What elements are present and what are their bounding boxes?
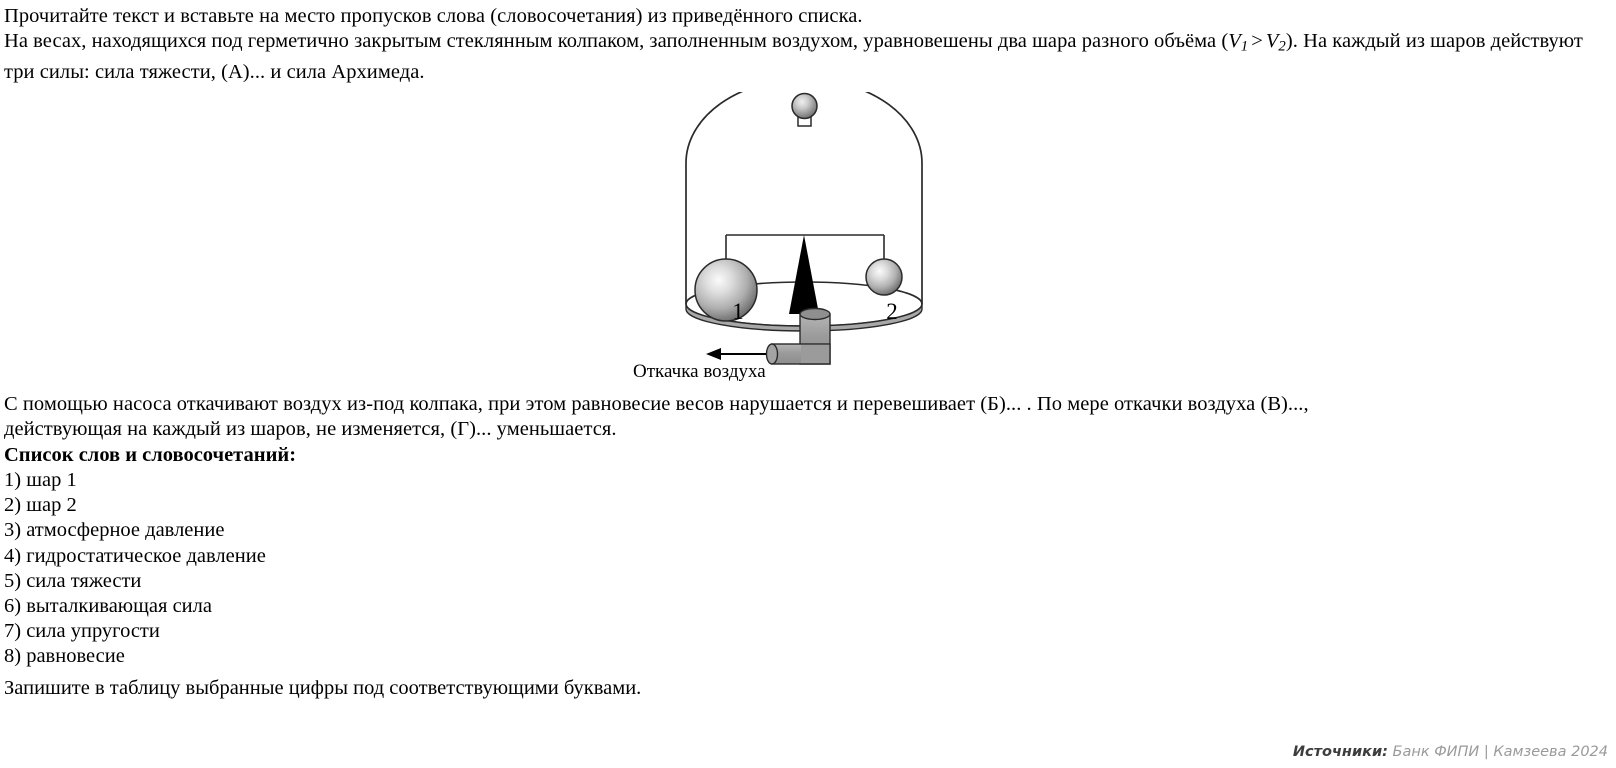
jar-knob-icon bbox=[792, 94, 817, 119]
air-flow-arrow-icon bbox=[706, 348, 766, 360]
source-label: Источники: bbox=[1292, 744, 1388, 760]
after-line-1: С помощью насоса откачивают воздух из-под колпака, при этом равновесие весов нарушается и перевешивает (Б)... . По мере откачки воздуха (В)..., bbox=[4, 393, 1309, 415]
intro-line-1: Прочитайте текст и вставьте на место пропусков слова (словосочетания) из приведённого списка. bbox=[4, 5, 863, 27]
list-item: 3) атмосферное давление bbox=[4, 519, 225, 542]
figure-caption: Откачка воздуха bbox=[633, 361, 766, 382]
closing-instruction: Запишите в таблицу выбранные цифры под соответствующими буквами. bbox=[4, 677, 642, 699]
sphere-2 bbox=[866, 259, 902, 295]
sphere-1 bbox=[695, 259, 757, 321]
math-v1-subscript: 1 bbox=[1240, 38, 1249, 55]
list-item: 8) равновесие bbox=[4, 645, 125, 668]
word-list bbox=[4, 468, 266, 670]
intro-line-2-part-1: На весах, находящихся под герметично закрытым стеклянным колпаком, заполненным воздухом, уравновешены два шара разного объёма ( bbox=[4, 30, 1229, 52]
list-item: 7) сила упругости bbox=[4, 620, 160, 643]
math-v2-subscript: 2 bbox=[1278, 38, 1286, 55]
list-item: 4) гидростатическое давление bbox=[4, 544, 266, 567]
word-list-heading: Список слов и словосочетаний: bbox=[4, 444, 297, 466]
list-item: 1) шар 1 bbox=[4, 469, 77, 491]
sphere-1-label: 1 bbox=[732, 299, 744, 324]
source-value: Банк ФИПИ | Камзеева 2024 bbox=[1392, 744, 1608, 760]
after-figure-paragraph bbox=[4, 392, 1612, 442]
source-footer bbox=[1293, 744, 1608, 760]
bell-jar-balance-figure bbox=[620, 92, 980, 392]
math-variable-v2: $V_2$ bbox=[1265, 30, 1286, 55]
fulcrum-triangle bbox=[789, 235, 819, 314]
after-line-2: действующая на каждый из шаров, не изменяется, (Г)... уменьшается. bbox=[4, 418, 617, 440]
list-item: 2) шар 2 bbox=[4, 494, 77, 517]
list-item: 6) выталкивающая сила bbox=[4, 595, 212, 618]
math-variable-v1: $V_1$ bbox=[1228, 30, 1249, 55]
list-item: 5) сила тяжести bbox=[4, 569, 142, 592]
intro-paragraph bbox=[4, 4, 1612, 85]
intro-line-2-part-2: ). На каждый из шаров действуют три силы: сила тяжести, (А)... и сила Архимеда. bbox=[4, 30, 1583, 83]
sphere-2-label: 2 bbox=[886, 299, 898, 324]
math-operator-greater-than: > bbox=[1251, 30, 1263, 52]
